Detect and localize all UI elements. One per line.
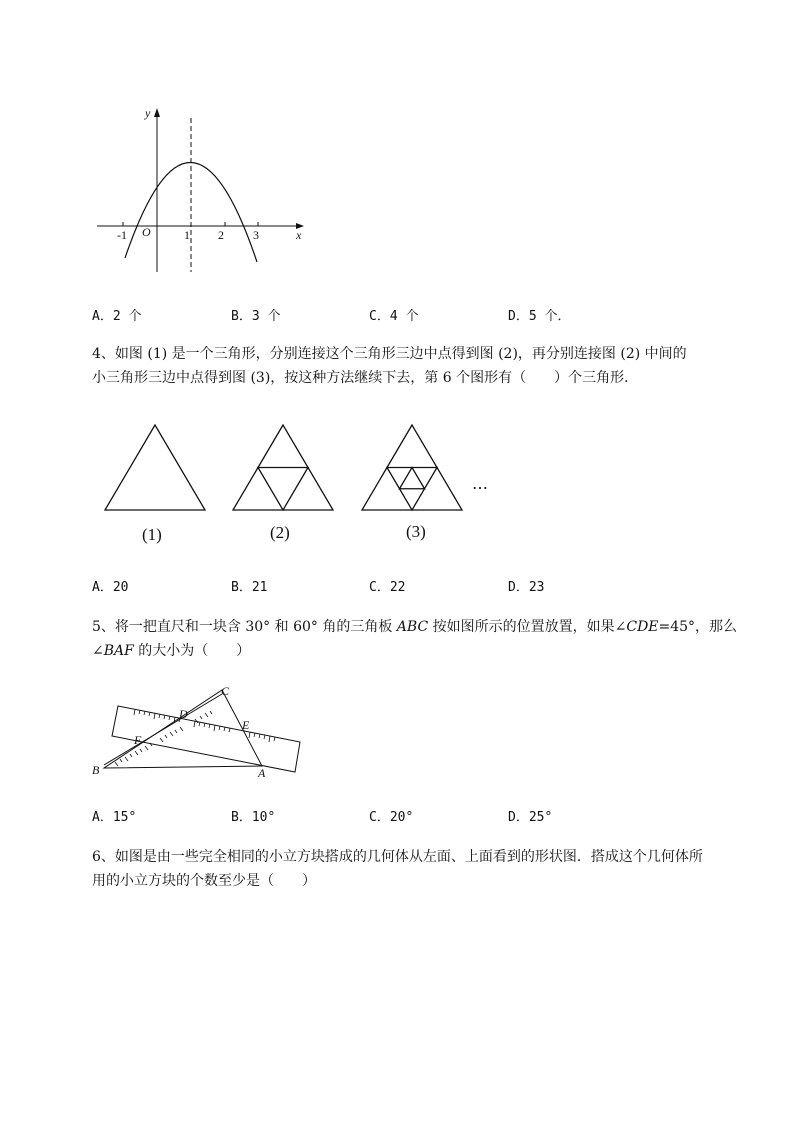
fig-label-3: (3) (406, 522, 426, 541)
tick-label-neg1: -1 (117, 228, 127, 242)
q3-option-a: A．2 个 (92, 309, 142, 324)
q4-option-a: A．20 (92, 580, 129, 595)
tick-label-3: 3 (253, 228, 259, 242)
q4-option-d: D．23 (508, 580, 545, 595)
triangle-ellipsis: … (472, 474, 488, 493)
q4-option-c: C．22 (369, 580, 406, 595)
q5-option-c: C．20° (369, 810, 414, 825)
q4-line2: 小三角形三边中点得到图 (3)，按这种方法继续下去，第 6 个图形有（ ）个三角形． (92, 370, 639, 386)
q6-line1: 6、如图是由一些完全相同的小立方块搭成的几何体从左面、上面看到的形状图．搭成这个几何体所 (92, 849, 703, 865)
point-label-c: C (221, 684, 230, 698)
q5-option-b: B．10° (231, 810, 276, 825)
point-label-a: A (258, 766, 266, 780)
point-label-d: D (179, 707, 188, 721)
q6-text (92, 845, 742, 893)
q3-option-c: C．4 个 (369, 309, 419, 324)
q5-option-a: A．15° (92, 810, 137, 825)
q4-line1: 4、如图 (1) 是一个三角形，分别连接这个三角形三边中点得到图 (2)，再分别连接图 (2) 中间的 (92, 346, 687, 362)
point-label-b: B (92, 763, 100, 777)
q3-option-b: B．3 个 (231, 309, 281, 324)
fig-label-2: (2) (270, 523, 290, 542)
origin-label: O (142, 225, 151, 239)
q3-option-d: D．5 个． (508, 309, 571, 324)
point-label-e: E (242, 718, 250, 732)
tick-label-2: 2 (218, 228, 224, 242)
q6-line2: 用的小立方块的个数至少是（ ） (92, 873, 316, 889)
q5-option-d: D．25° (508, 810, 553, 825)
y-axis-label: y (145, 106, 151, 120)
point-label-f: F (134, 733, 142, 747)
q4-option-b: B．21 (231, 580, 268, 595)
x-axis-label: x (296, 228, 302, 242)
tick-label-1: 1 (184, 228, 190, 242)
fig-label-1: (1) (142, 525, 162, 544)
q5-line2: ∠BAF 的大小为（ ） (92, 643, 251, 659)
q5-line1: 5、将一把直尺和一块含 30° 和 60° 角的三角板 ABC 按如图所示的位置放置，如果∠CDE=45°，那么 (92, 619, 738, 635)
